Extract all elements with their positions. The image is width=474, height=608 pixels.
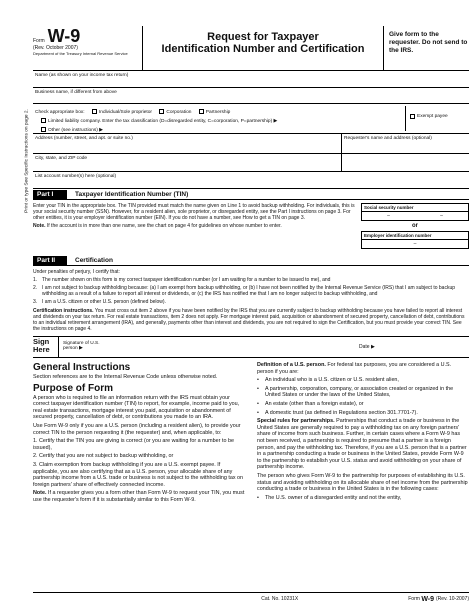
tin-note-label: Note. — [33, 223, 46, 229]
instructions-columns — [33, 362, 469, 506]
cert-intro: Under penalties of perjury, I certify that: — [33, 269, 120, 275]
revision-date: (Rev. October 2007) — [33, 45, 78, 51]
definition-bullet: • An individual who is a U.S. citizen or U.S. resident alien, — [257, 377, 399, 384]
side-label — [21, 109, 33, 213]
part2-header — [33, 256, 469, 266]
ein-input[interactable]: – — [361, 239, 469, 249]
note-text: If a requester gives you a form other than Form W-9 to request your TIN, you must use the requester's form if it is substantially similar to this Form W-9. — [33, 490, 245, 503]
address-field[interactable] — [33, 134, 341, 153]
definition-label: Definition of a U.S. person. — [257, 362, 326, 368]
cert-instructions-label: Certification instructions. — [33, 308, 94, 314]
partnership-label: Partnership — [205, 109, 231, 115]
accounts-label: List account number(s) here (optional) — [35, 174, 117, 179]
note-label: Note. — [33, 490, 47, 497]
other-checkbox[interactable] — [41, 127, 46, 132]
w9-form — [24, 26, 469, 606]
signature-field[interactable] — [107, 337, 359, 357]
part2-tag: Part II — [33, 256, 67, 265]
footer-form-number: W-9 — [421, 596, 435, 603]
date-field[interactable] — [359, 337, 469, 357]
owner-bullet: • The U.S. owner of a disregarded entity and not the entity, — [257, 494, 402, 501]
part1-tag: Part I — [33, 190, 67, 199]
name-field[interactable] — [33, 71, 469, 88]
city-label: City, state, and ZIP code — [35, 156, 88, 161]
right-column — [257, 362, 469, 506]
corporation-label: Corporation — [166, 109, 192, 115]
definition-bullet: • A partnership, corporation, company, or association created or organized in the United States or under the laws of the United States, — [257, 385, 454, 399]
cert-item: 1. The number shown on this form is my correct taxpayer identification number (or I am waiting for a number to be issued to me), and — [33, 277, 331, 283]
form-id-block — [33, 26, 143, 70]
llc-label: Limited liability company. Enter the tax classification (D=disregarded entity, C=corporation, P=partnership) ▶ — [48, 118, 278, 124]
exempt-label: Exempt payee — [417, 114, 448, 119]
part1-header — [33, 190, 469, 200]
part1-title: Taxpayer Identification Number (TIN) — [75, 191, 189, 198]
ssn-input[interactable]: – – — [361, 211, 469, 221]
purpose-heading: Purpose of Form — [33, 382, 114, 394]
cert-item: 2. I am not subject to backup withholding because: (a) I am exempt from backup withholding, or (b) I have not been notified by the Internal Revenue Service (IRS) that I am subject to backup withholding as a result of a failure to report all interest or dividends, or (c) the IRS has notified me that I am no longer subject to backup withholding, and — [33, 285, 456, 297]
or-label: or — [412, 223, 418, 229]
name-field-label: Name (as shown on your income tax return) — [35, 73, 129, 78]
check-box-label: Check appropriate box: — [35, 109, 85, 115]
left-column — [33, 362, 245, 506]
ein-label: Employer identification number — [361, 231, 469, 239]
cert-instructions: You must cross out item 2 above if you have been notified by the IRS that you are currently subject to backup withholding because you have failed to report all interest and dividends on your tax return. For real estate transactions, item 2 does not apply. For mortgage interest paid, acquisition or abandonment of secured property, cancellation of debt, contributions to an individual retirement arrangement (IRA), and generally, payments other than interest and dividends, you are not required to sign the Certification, but you must provide your correct TIN. See the instructions on page 4. — [33, 308, 465, 332]
accounts-field[interactable] — [33, 172, 469, 189]
definition-text: For federal tax purposes, you are considered a U.S. person if you are: — [257, 362, 452, 375]
other-label: Other (see instructions) ▶ — [48, 127, 103, 133]
cert-item: 3. I am a U.S. citizen or other U.S. person (defined below). — [33, 299, 166, 305]
form-title — [143, 26, 383, 70]
purpose-item: 2. Certify that you are not subject to backup withholding, or — [33, 453, 174, 460]
part2-title: Certification — [75, 257, 113, 264]
give-form-note: Give form to the requester. Do not send to the IRS. — [383, 26, 469, 70]
catalog-number: Cat. No. 10231X — [261, 596, 299, 602]
tin-instructions: Enter your TIN in the appropriate box. The TIN provided must match the name given on Line 1 to avoid backup withholding. For individuals, this is your social security number (SSN). However, for a resident alien, sole proprietor, or disregarded entity, see the Part I instructions on page 3. For other entities, it is your employer identification number (EIN). If you do not have a number, see How to get a TIN on page 3. — [33, 203, 355, 221]
side-label-text: Print or type See Specific Instructions on page 2. — [24, 109, 30, 213]
corporation-checkbox[interactable] — [159, 109, 164, 114]
tin-section — [33, 203, 469, 255]
footer-form-word: Form — [408, 596, 420, 602]
business-name-label: Business name, if different from above — [35, 90, 117, 95]
form-footer — [33, 592, 469, 603]
department: Department of the Treasury Internal Revenue Service — [33, 51, 128, 56]
address-label: Address (number, street, and apt. or suite no.) — [35, 136, 133, 141]
city-field[interactable] — [33, 154, 341, 171]
special-rules-label: Special rules for partnerships. — [257, 418, 335, 425]
title-line-2: Identification Number and Certification — [161, 43, 365, 55]
purpose-item: 3. Claim exemption from backup withholding if you are a U.S. exempt payee. If applicable, you are also certifying that as a U.S. person, your allocable share of any partnership income from a U.S. trade or business is not subject to the withholding tax on foreign partners' share of effectively connected income. — [33, 461, 244, 488]
business-name-field[interactable] — [33, 88, 469, 104]
person-text: The person who gives Form W-9 to the partnership for purposes of establishing its U.S. status and avoiding withholding on its allocable share of net income from the partnership conducting a trade or business in the United States is in the following cases: — [257, 472, 468, 493]
definition-bullet: • A domestic trust (as defined in Regulations section 301.7701-7). — [257, 409, 418, 416]
requester-label: Requester's name and address (optional) — [344, 136, 432, 141]
ssn-label: Social security number — [361, 203, 469, 211]
footer-revision: (Rev. 10-2007) — [436, 596, 469, 602]
individual-label: Individual/Sole proprietor — [98, 109, 153, 115]
signature-row — [33, 336, 469, 358]
llc-checkbox[interactable] — [41, 118, 46, 123]
definition-bullet: • An estate (other than a foreign estate), or — [257, 400, 364, 407]
tin-note: If the account is in more than one name, see the chart on page 4 for guidelines on whose number to enter. — [46, 223, 282, 229]
classification-row — [33, 104, 469, 134]
special-rules-text: Partnerships that conduct a trade or business in the United States are generally required to pay a withholding tax on any foreign partners' share of income from such business. Further, in certain cases where a Form W-9 has not been received, a partnership is required to presume that a partner is a foreign person, and pay the withholding tax. Therefore, if you are a U.S. person that is a partner in a partnership conducting a trade or business in the United States, provide Form W-9 to the partnership to establish your U.S. status and avoid withholding on your share of partnership income. — [257, 418, 467, 471]
general-instructions-heading: General Instructions — [33, 362, 131, 373]
sign-here-label: Sign Here — [33, 337, 59, 357]
address-row — [33, 134, 469, 154]
partnership-checkbox[interactable] — [199, 109, 204, 114]
date-label: Date ▶ — [359, 344, 375, 350]
requester-field[interactable] — [341, 134, 469, 153]
signature-label: Signature of U.S. person ▶ — [63, 341, 100, 351]
general-instructions-text: Section references are to the Internal Revenue Code unless otherwise noted. — [33, 374, 218, 380]
exempt-payee-cell — [405, 106, 467, 131]
individual-checkbox[interactable] — [92, 109, 97, 114]
purpose-text: A person who is required to file an information return with the IRS must obtain your correct taxpayer identification number (TIN) to report, for example, income paid to you, real estate transactions, mortgage interest you paid, acquisition or abandonment of secured property, cancellation of debt, or contributions you made to an IRA. — [33, 394, 240, 421]
exempt-checkbox[interactable] — [410, 114, 415, 119]
form-number: W-9 — [47, 26, 81, 46]
form-word: Form — [33, 38, 45, 44]
title-line-1: Request for Taxpayer — [207, 31, 319, 43]
purpose-item: 1. Certify that the TIN you are giving is correct (or you are waiting for a number to be issued), — [33, 438, 234, 451]
use-text: Use Form W-9 only if you are a U.S. person (including a resident alien), to provide your correct TIN to the person requesting it (the requester) and, when applicable, to: — [33, 422, 241, 436]
city-row — [33, 154, 469, 172]
form-header — [33, 26, 469, 71]
